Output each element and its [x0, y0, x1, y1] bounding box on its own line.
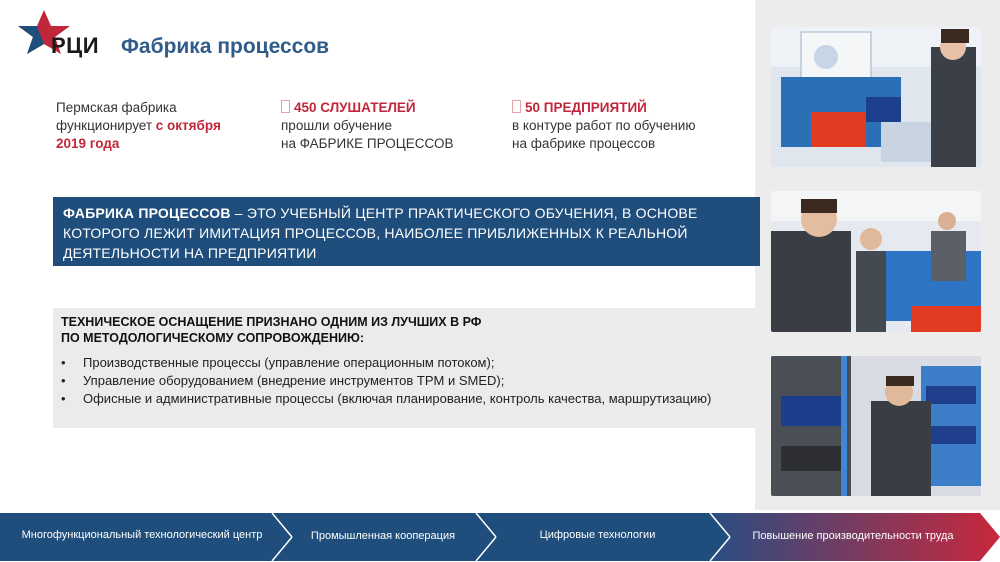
marker-icon: [281, 100, 290, 113]
logo-text: РЦИ: [51, 33, 100, 58]
photo-trainees: [771, 191, 981, 332]
list-item: • Управление оборудованием (внедрение инструментов TPM и SMED);: [61, 372, 711, 390]
photo-shelving: [771, 356, 981, 496]
equipment-list: [61, 354, 711, 408]
step-label-cooperation: Промышленная кооперация: [310, 530, 456, 542]
equipment-heading: ТЕХНИЧЕСКОЕ ОСНАЩЕНИЕ ПРИЗНАНО ОДНИМ ИЗ ЛУЧШИХ В РФ ПО МЕТОДОЛОГИЧЕСКОМУ СОПРОВОЖДЕНИЮ:: [61, 315, 482, 345]
step-label-productivity: Повышение производительности труда: [752, 530, 954, 542]
list-item: • Производственные процессы (управление операционным потоком);: [61, 354, 711, 372]
marker-icon: [512, 100, 521, 113]
step-label-digital: Цифровые технологии: [539, 529, 656, 541]
step-label-tech-center: Многофункциональный технологический центр: [21, 529, 263, 541]
list-item: • Офисные и административные процессы (включая планирование, контроль качества, маршрутизацию): [61, 390, 711, 408]
stat-factory-since: Пермская фабрика функционирует с октября 2019 года: [56, 100, 221, 151]
definition-banner: ФАБРИКА ПРОЦЕССОВ – ЭТО УЧЕБНЫЙ ЦЕНТР ПРАКТИЧЕСКОГО ОБУЧЕНИЯ, В ОСНОВЕ КОТОРОГО ЛЕЖИТ ИМИТАЦИЯ ПРОЦЕССОВ, НАИБОЛЕЕ ПРИБЛИЖЕННЫХ К РЕАЛЬНОЙ ДЕЯТЕЛЬНОСТИ НА ПРЕДПРИЯТИИ: [53, 197, 760, 266]
stat-listeners: 450 СЛУШАТЕЛЕЙ прошли обучение на ФАБРИКЕ ПРОЦЕССОВ: [281, 100, 454, 151]
equipment-box: [53, 308, 756, 428]
page-title: Фабрика процессов: [121, 35, 330, 58]
stat-enterprises: 50 ПРЕДПРИЯТИЙ в контуре работ по обучению на фабрике процессов: [512, 100, 696, 151]
photo-workstation: [771, 27, 981, 167]
